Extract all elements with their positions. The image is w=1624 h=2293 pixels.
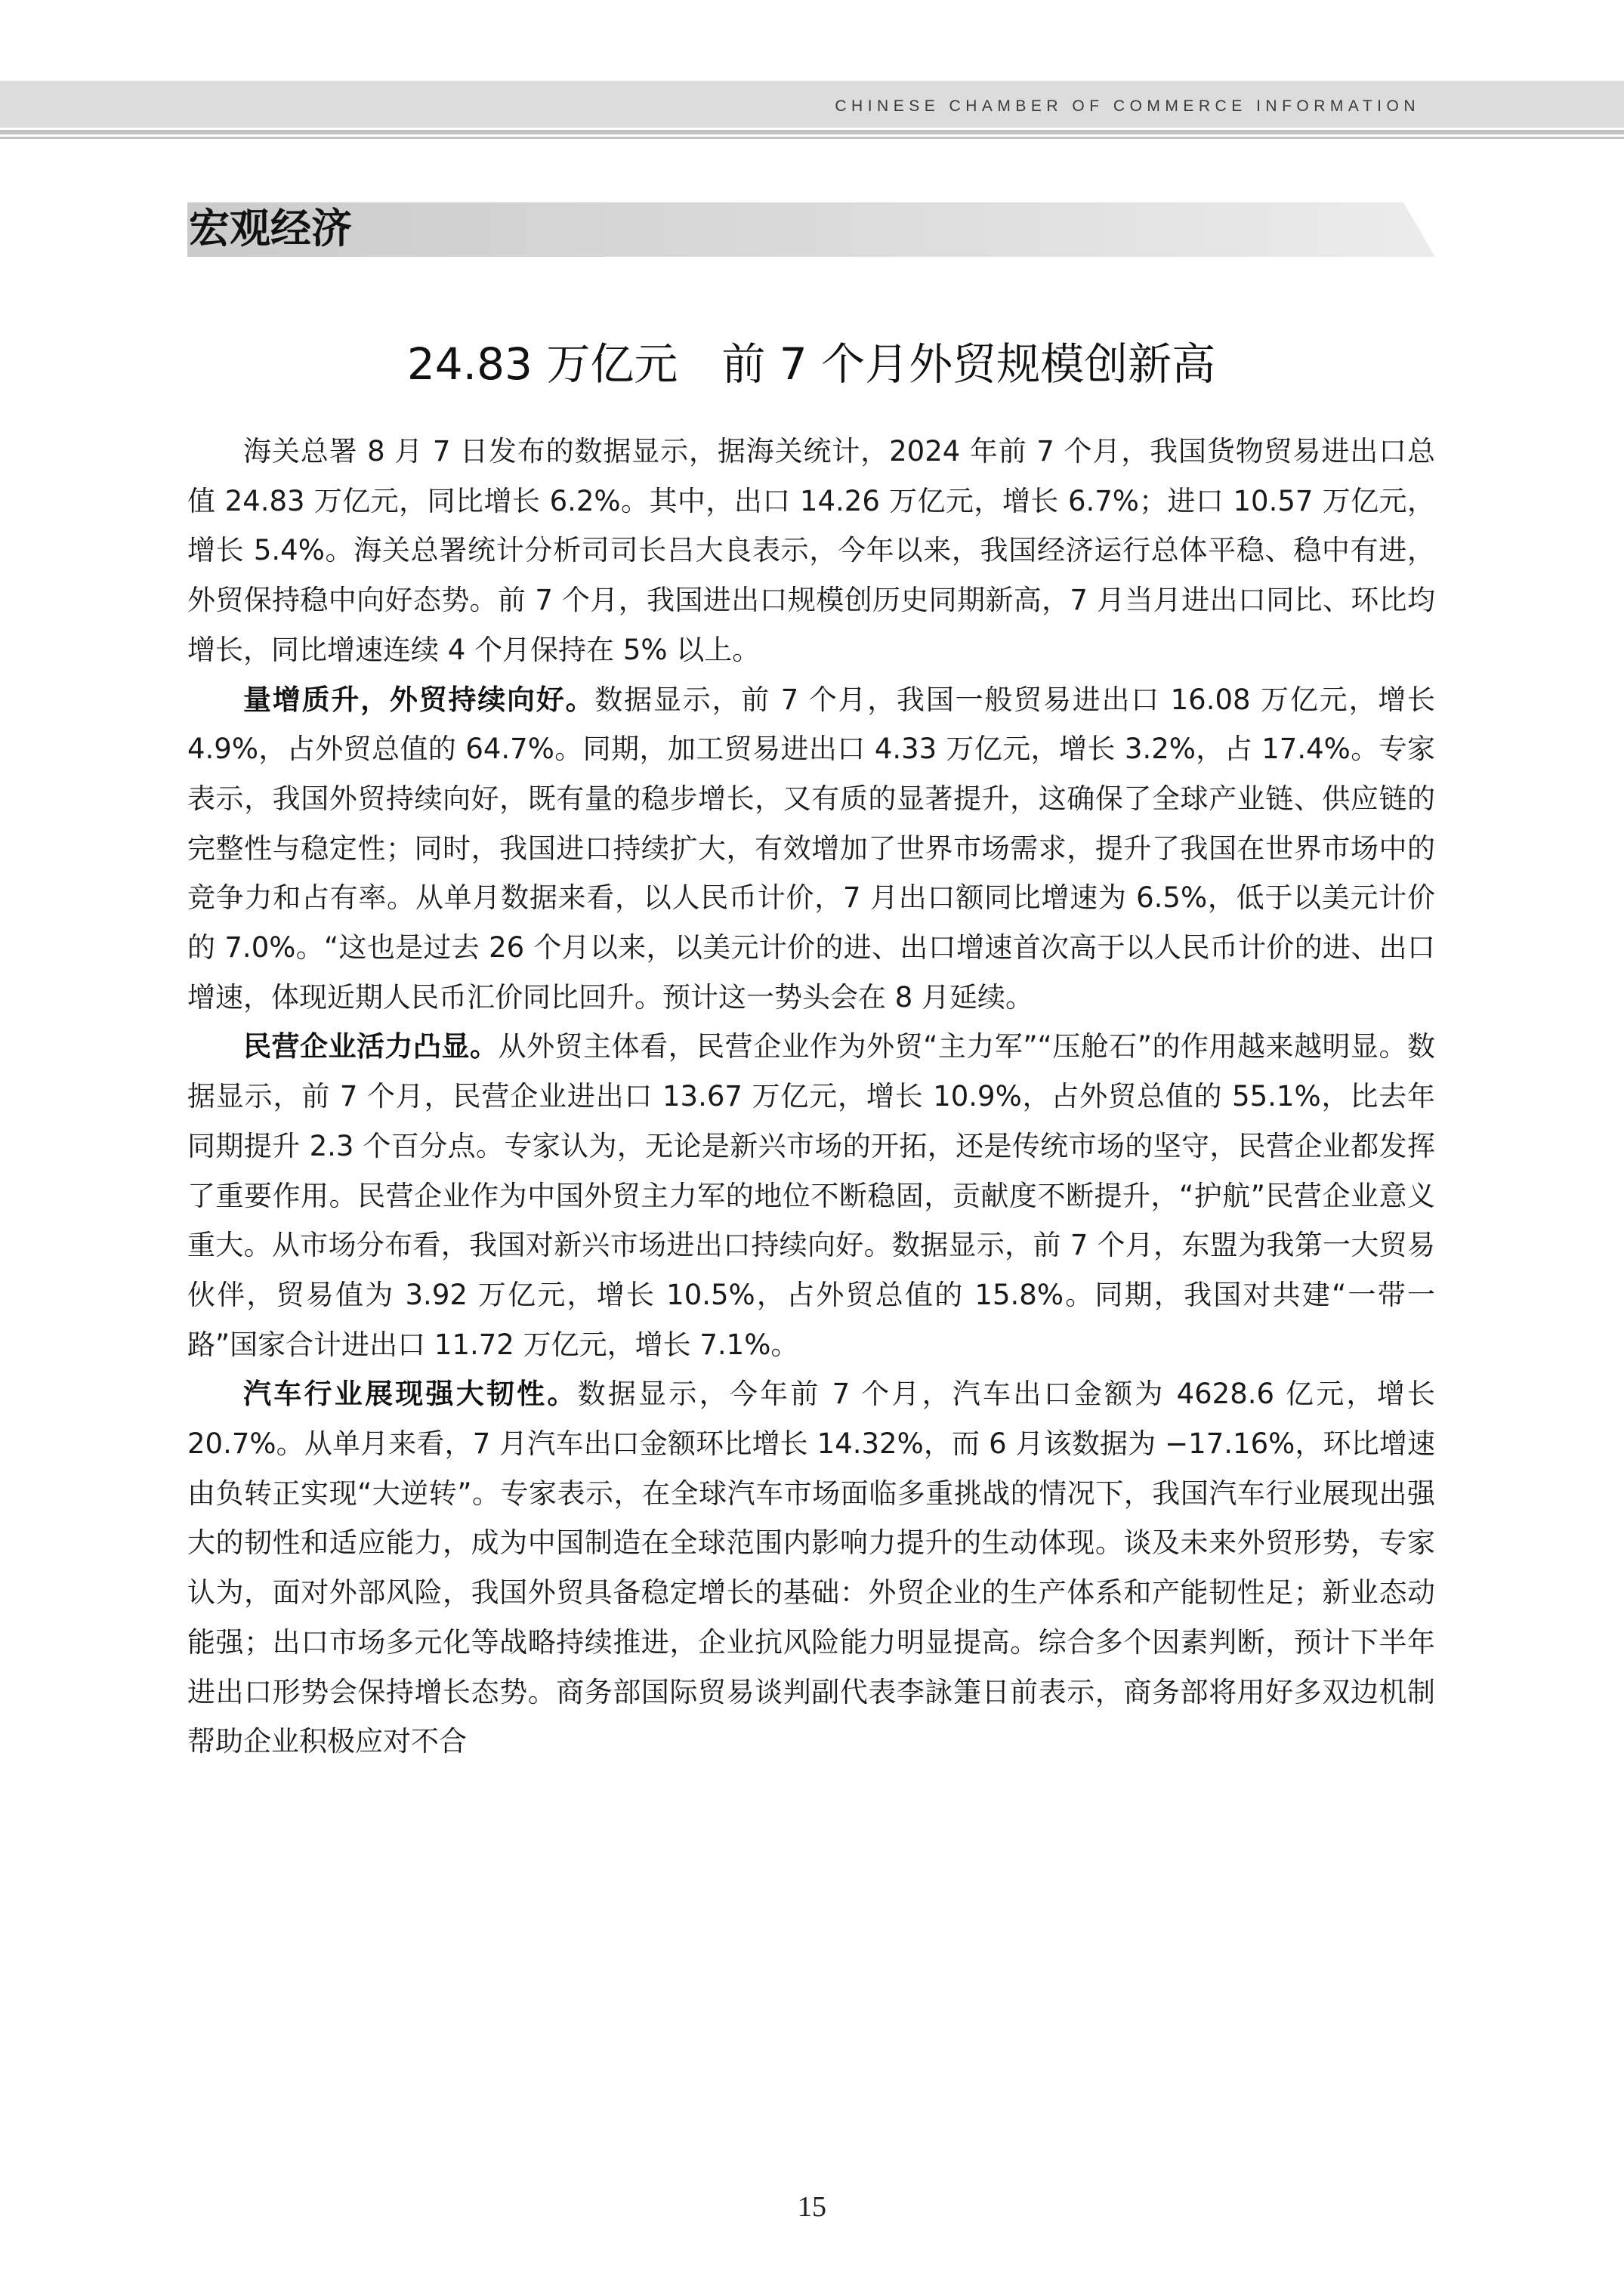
- header-rule-thin: [0, 137, 1624, 139]
- paragraph-lead: 汽车行业展现强大韧性。: [243, 1378, 578, 1411]
- paragraph-lead: 量增质升，外贸持续向好。: [243, 683, 595, 716]
- section-bar: [187, 202, 1435, 257]
- paragraph: 海关总署 8 月 7 日发布的数据显示，据海关统计，2024 年前 7 个月，我国货物贸易进出口总值 24.83 万亿元，同比增长 6.2%。其中，出口 14.26 万亿元，增长 6.7%；进口 10.57 万亿元，增长 5.4%。海关总署统计分析司司长吕大良表示，今年以来，我国经济运行总体平稳、稳中有进，外贸保持稳中向好态势。前 7 个月，我国进出口规模创历史同期新高，7 月当月进出口同比、环比均增长，同比增速连续 4 个月保持在 5% 以上。: [187, 435, 1435, 666]
- article-body: [187, 427, 1435, 1767]
- article-title: 24.83 万亿元 前 7 个月外贸规模创新高: [406, 338, 1216, 390]
- paragraph: 汽车行业展现强大韧性。数据显示，今年前 7 个月，汽车出口金额为 4628.6 亿元，增长 20.7%。从单月来看，7 月汽车出口金额环比增长 14.32%，而 6 月该数据为 −17.16%，环比增速由负转正实现“大逆转”。专家表示，在全球汽车市场面临多重挑战的情况下，我国汽车行业展现出强大的韧性和适应能力，成为中国制造在全球范围内影响力提升的生动体现。谈及未来外贸形势，专家认为，面对外部风险，我国外贸具备稳定增长的基础：外贸企业的生产体系和产能韧性足；新业态动能强；出口市场多元化等战略持续推进，企业抗风险能力明显提高。综合多个因素判断，预计下半年进出口形势会保持增长态势。商务部国际贸易谈判副代表李詠箑日前表示，商务部将用好多双边机制帮助企业积极应对不合: [187, 1378, 1436, 1758]
- paragraph: 量增质升，外贸持续向好。数据显示，前 7 个月，我国一般贸易进出口 16.08 万亿元，增长 4.9%，占外贸总值的 64.7%。同期，加工贸易进出口 4.33 万亿元，增长 3.2%，占 17.4%。专家表示，我国外贸持续向好，既有量的稳步增长，又有质的显著提升，这确保了全球产业链、供应链的完整性与稳定性；同时，我国进口持续扩大，有效增加了世界市场需求，提升了我国在世界市场中的竞争力和占有率。从单月数据来看，以人民币计价，7 月出口额同比增速为 6.5%，低于以美元计价的 7.0%。“这也是过去 26 个月以来，以美元计价的进、出口增速首次高于以人民币计价的进、出口增速，体现近期人民币汇价同比回升。预计这一势头会在 8 月延续。: [187, 683, 1436, 1014]
- page-number: 15: [798, 2191, 826, 2223]
- paragraph-lead: 民营企业活力凸显。: [243, 1030, 499, 1063]
- publication-name: CHINESE CHAMBER OF COMMERCE INFORMATION: [835, 97, 1420, 115]
- paragraph: 民营企业活力凸显。从外贸主体看，民营企业作为外贸“主力军”“压舱石”的作用越来越明显。数据显示，前 7 个月，民营企业进出口 13.67 万亿元，增长 10.9%，占外贸总值的 55.1%，比去年同期提升 2.3 个百分点。专家认为，无论是新兴市场的开拓，还是传统市场的坚守，民营企业都发挥了重要作用。民营企业作为中国外贸主力军的地位不断稳固，贡献度不断提升，“护航”民营企业意义重大。从市场分布看，我国对新兴市场进出口持续向好。数据显示，前 7 个月，东盟为我第一大贸易伙伴，贸易值为 3.92 万亿元，增长 10.5%，占外贸总值的 15.8%。同期，我国对共建“一带一路”国家合计进出口 11.72 万亿元，增长 7.1%。: [187, 1030, 1436, 1361]
- header-rule: [0, 130, 1624, 134]
- section-title: 宏观经济: [189, 204, 352, 252]
